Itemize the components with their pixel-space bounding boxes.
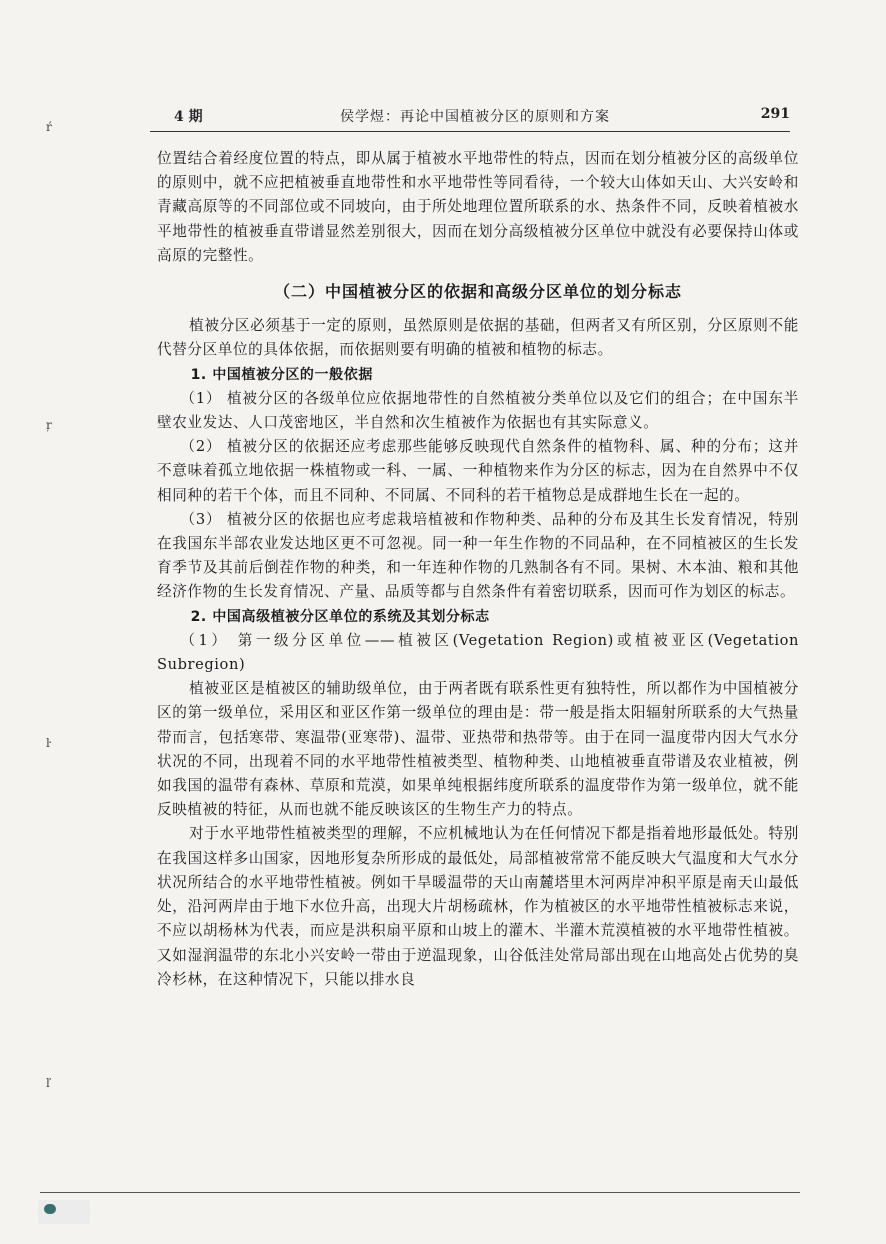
section-heading: （二）中国植被分区的依据和高级分区单位的划分标志 bbox=[273, 282, 682, 302]
running-header bbox=[150, 106, 790, 128]
list-item: （2） 植被分区的依据还应考虑那些能够反映现代自然条件的植物科、属、种的分布；这并不意味着孤立地依据一株植物或一科、一属、一种植物来作为分区的标志，因为在自然界中不仅相同种的若干个体，而且不同种、不同属、不同科的若干植物总是成群地生长在一起的。 bbox=[157, 438, 799, 504]
header-rule bbox=[150, 131, 790, 132]
margin-mark: ŀ bbox=[46, 736, 50, 750]
paragraph: 植被分区必须基于一定的原则，虽然原则是依据的基础，但两者又有所区别，分区原则不能代替分区单位的具体依据，而依据则要有明确的植被和植物的标志。 bbox=[157, 317, 799, 359]
list-item: （1） 第一级分区单位——植被区(Vegetation Region)或植被亚区(Vegetation Subregion) bbox=[157, 631, 799, 674]
paragraph-continued: 位置结合着经度位置的特点，即从属于植被水平地带性的特点，因而在划分植被分区的高级单位的原则中，就不应把植被垂直地带性和水平地带性等同看待，一个较大山体如天山、大兴安岭和青藏高原等的不同部位或不同坡向，由于所处地理位置所联系的水、热条件不同，反映着植被水平地带性的植被垂直带谱显然差别很大，因而在划分高级植被分区单位中就没有必要保持山体或高原的完整性。 bbox=[157, 150, 799, 264]
subsection-heading: 1. 中国植被分区的一般依据 bbox=[190, 366, 373, 383]
footer-rule bbox=[40, 1192, 800, 1193]
paragraph: 植被亚区是植被区的辅助级单位，由于两者既有联系性更有独特性，所以都作为中国植被分区的第一级单位，采用区和亚区作第一级单位的理由是：带一般是指太阳辐射所联系的大气热量带而言，包括寒带、寒温带(亚寒带)、温带、亚热带和热带等。由于在同一温度带内因大气水分状况的不同，出现着不同的水平地带性植被类型、植物种类、山地植被垂直带谱及农业植被，例如我国的温带有森林、草原和荒漠，如果单纯根据纬度所联系的温度带作为第一级单位，就不能反映植被的特征，从而也就不能反映该区的生物生产力的特点。 bbox=[157, 680, 799, 819]
watermark-logo bbox=[38, 1200, 90, 1224]
list-item: （1） 植被分区的各级单位应依据地带性的自然植被分类单位以及它们的组合；在中国东半壁农业发达、人口茂密地区，半自然和次生植被作为依据也有其实际意义。 bbox=[157, 389, 799, 432]
article-body bbox=[157, 147, 799, 992]
running-title: 侯学煜：再论中国植被分区的原则和方案 bbox=[340, 109, 610, 125]
margin-mark: ľ bbox=[46, 1076, 50, 1090]
list-item: （3） 植被分区的依据也应考虑栽培植被和作物种类、品种的分布及其生长发育情况，特别在我国东半部农业发达地区更不可忽视。同一种一年生作物的不同品种，在不同植被区的生长发育季节及其前后倒茬作物的种类，和一年连种作物的几熟制各有不同。果树、木本油、粮和其他经济作物的生长发育情况、产量、品质等都与自然条件有着密切联系，因而可作为划区的标志。 bbox=[157, 510, 799, 601]
subsection-heading: 2. 中国高级植被分区单位的系统及其划分标志 bbox=[190, 608, 490, 625]
margin-mark: ŕ bbox=[46, 120, 52, 134]
page-number: 291 bbox=[760, 106, 790, 122]
logo-icon bbox=[44, 1204, 56, 1214]
issue-number: 4 期 bbox=[174, 109, 203, 125]
paragraph: 对于水平地带性植被类型的理解，不应机械地认为在任何情况下都是指着地形最低处。特别在我国这样多山国家，因地形复杂所形成的最低处，局部植被常常不能反映大气温度和大气水分状况所结合的水平地带性植被。例如干旱暖温带的天山南麓塔里木河两岸冲积平原是南天山最低处，沿河两岸由于地下水位升高，出现大片胡杨疏林，作为植被区的水平地带性植被标志来说，不应以胡杨林为代表，而应是洪积扇平原和山坡上的灌木、半灌木荒漠植被的水平地带性植被。又如湿润温带的东北小兴安岭一带由于逆温现象，山谷低洼处常局部出现在山地高处占优势的臭冷杉林，在这种情况下，只能以排水良 bbox=[157, 825, 799, 988]
margin-mark: ŗ bbox=[46, 418, 52, 432]
